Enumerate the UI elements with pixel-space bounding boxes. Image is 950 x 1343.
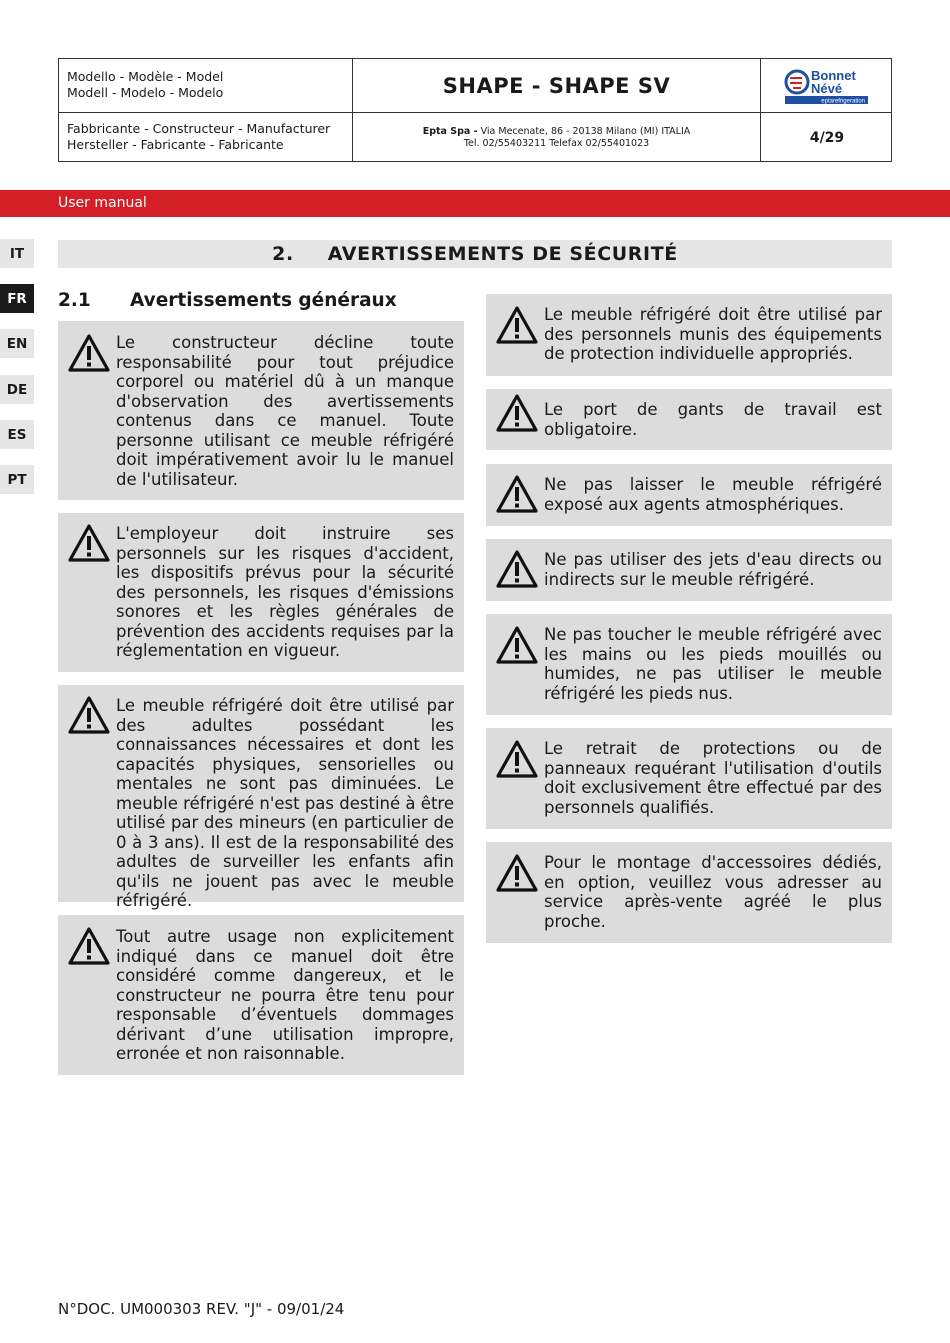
warning-text: Ne pas utiliser des jets d'eau directs ou indirects sur le meuble réfrigéré. (544, 550, 882, 589)
model-label (67, 69, 352, 101)
warning-box (486, 464, 892, 526)
lang-tab-fr[interactable]: FR (0, 284, 34, 313)
logo-text-1: Bonnet (811, 68, 856, 83)
warning-triangle-icon (67, 333, 111, 373)
warning-triangle-icon (495, 474, 539, 514)
warning-text: Le meuble réfrigéré doit être utilisé par des personnels munis des équipements de protection individuelle appropriés. (544, 305, 882, 363)
warning-box (486, 294, 892, 376)
model-label-line: Modello - Modèle - Model (67, 69, 224, 84)
subsection-title: Avertissements généraux (130, 290, 397, 311)
lang-tab-it[interactable]: IT (0, 239, 34, 268)
manufacturer-label-line: Hersteller - Fabricante - Fabricante (67, 137, 284, 152)
warning-text: Ne pas laisser le meuble réfrigéré exposé aux agents atmosphériques. (544, 475, 882, 514)
manual-band-label: User manual (58, 195, 147, 211)
manufacturer-label (67, 121, 352, 153)
warning-triangle-icon (495, 739, 539, 779)
document-number-footer: N°DOC. UM000303 REV. "J" - 09/01/24 (58, 1300, 345, 1318)
warning-box (486, 539, 892, 601)
document-header (58, 58, 892, 162)
warning-box (486, 389, 892, 450)
subsection-number: 2.1 (58, 290, 91, 311)
warning-box (58, 513, 464, 672)
warning-triangle-icon (67, 695, 111, 735)
manufacturer-label-line: Fabbricante - Constructeur - Manufacturer (67, 121, 331, 136)
warning-box (58, 915, 464, 1075)
lang-tab-pt[interactable]: PT (0, 465, 34, 494)
model-title: SHAPE - SHAPE SV (442, 73, 671, 98)
logo-text-2: Névé (811, 81, 843, 96)
subsection-heading (58, 290, 397, 311)
warning-triangle-icon (495, 393, 539, 433)
lang-tab-de[interactable]: DE (0, 375, 34, 404)
warning-text: L'employeur doit instruire ses personnels sur les risques d'accident, les dispositifs prévus pour la sécurité des personnels, les risques d'émissions sonores et les règles générales de prévention des accidents requises par la réglementation en vigueur. (116, 524, 454, 660)
warning-box (486, 614, 892, 715)
warning-triangle-icon (495, 549, 539, 589)
warning-triangle-icon (67, 523, 111, 563)
warning-box (486, 842, 892, 943)
page-number: 4/29 (809, 130, 845, 146)
warning-text: Ne pas toucher le meuble réfrigéré avec les mains ou les pieds mouillés ou humides, ne pas utiliser le meuble réfrigéré les pieds nus. (544, 625, 882, 703)
warning-triangle-icon (67, 926, 111, 966)
logo-subtext: eptarefrigeration (821, 98, 865, 105)
section-heading (58, 240, 892, 268)
section-title: AVERTISSEMENTS DE SÉCURITÉ (327, 243, 678, 265)
lang-tab-es[interactable]: ES (0, 420, 34, 449)
model-label-line: Modell - Modelo - Modelo (67, 85, 224, 100)
warning-box (486, 728, 892, 829)
warning-box (58, 321, 464, 500)
warning-text: Tout autre usage non explicitement indiqué dans ce manuel doit être considéré comme dangereux, et le constructeur ne pourra être tenu pour responsable d’éventuels dommages dérivant d’une utilisation impropre, erronée et non raisonnable. (116, 927, 454, 1063)
warning-text: Le meuble réfrigéré doit être utilisé par des adultes possédant les connaissances nécessaires et dont les capacités physiques, sensorielles ou mentales ne sont pas diminuées. Le meuble réfrigéré n'est pas destiné à être utilisé par des mineurs (en particulier de 0 à 3 ans). Il est de la responsabilité des adultes de surveiller les enfants afin qu'ils ne jouent pas avec le meuble réfrigéré. (116, 696, 454, 910)
warning-triangle-icon (495, 305, 539, 345)
manual-band (0, 190, 950, 217)
warning-text: Le constructeur décline toute responsabilité pour tout préjudice corporel ou matériel dû à un manque d'observation des avertissements contenus dans ce manuel. Toute personne utilisant ce meuble réfrigéré doit impérativement avoir lu le manuel de l'utilisateur. (116, 333, 454, 489)
warning-text: Le port de gants de travail est obligatoire. (544, 400, 882, 439)
warning-box (58, 685, 464, 910)
warning-text: Pour le montage d'accessoires dédiés, en option, veuillez vous adresser au service après-vente agréé le plus proche. (544, 853, 882, 931)
warning-text: Le retrait de protections ou de panneaux requérant l'utilisation d'outils doit exclusivement être effectué par des personnels qualifiés. (544, 739, 882, 817)
lang-tab-en[interactable]: EN (0, 329, 34, 358)
address-text: Via Mecenate, 86 - 20138 Milano (MI) ITALIA (480, 126, 691, 137)
warning-triangle-icon (495, 625, 539, 665)
manufacturer-address (353, 113, 760, 163)
section-number: 2. (272, 243, 294, 265)
bonnet-neve-logo (761, 59, 893, 112)
warning-triangle-icon (495, 853, 539, 893)
phone-text: Tel. 02/55403211 Telefax 02/55401023 (463, 138, 650, 149)
company-name: Epta Spa - (422, 126, 478, 137)
